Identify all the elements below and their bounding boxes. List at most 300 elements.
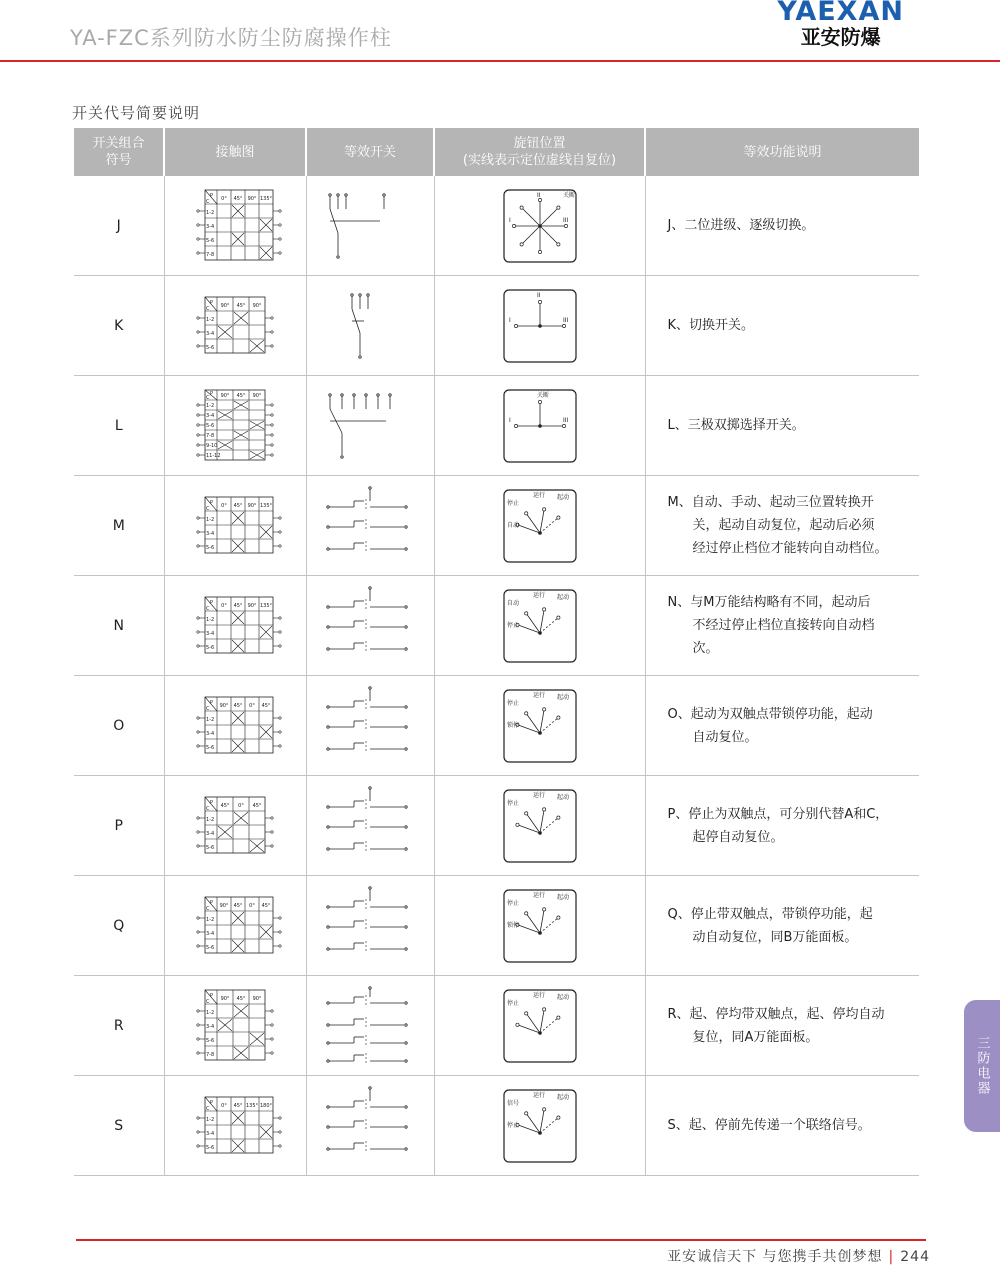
terminal-dot bbox=[197, 316, 199, 318]
knob-label: 停止 bbox=[506, 899, 519, 907]
row-label: 3-4 bbox=[206, 730, 215, 737]
row-label: 3-4 bbox=[206, 330, 215, 337]
knob-center bbox=[538, 324, 542, 328]
knob-position-cell bbox=[434, 576, 645, 676]
terminal-dot bbox=[279, 223, 281, 225]
knob-label: I bbox=[508, 416, 511, 424]
knob-position-dot bbox=[556, 206, 559, 209]
terminal-dot bbox=[197, 344, 199, 346]
contact-diagram bbox=[185, 188, 285, 264]
knob-label: 关断 bbox=[536, 391, 549, 399]
label-c: C bbox=[206, 805, 210, 812]
terminal-dot bbox=[197, 530, 199, 532]
terminal-dot bbox=[197, 433, 199, 435]
knob-position-cell bbox=[434, 176, 645, 276]
knob-position-cell bbox=[434, 776, 645, 876]
knob-position-dot bbox=[542, 907, 545, 910]
header-function: 等效功能说明 bbox=[645, 128, 919, 176]
function-description bbox=[645, 276, 919, 376]
switch-code: P bbox=[74, 776, 164, 876]
knob-position-dot bbox=[514, 424, 517, 427]
row-label: 1-2 bbox=[206, 716, 215, 723]
side-category-tab[interactable]: 三防电器 bbox=[964, 1000, 1000, 1132]
equivalent-switch-cell bbox=[306, 976, 434, 1076]
header-equivalent: 等效开关 bbox=[306, 128, 434, 176]
terminal-dot bbox=[197, 844, 199, 846]
footer bbox=[667, 1246, 930, 1266]
row-label: 7-8 bbox=[206, 432, 215, 439]
function-description bbox=[645, 976, 919, 1076]
table-row bbox=[74, 776, 919, 876]
knob-label: 自动 bbox=[506, 521, 519, 529]
terminal-dot bbox=[327, 805, 329, 807]
header-knob: 旋钮位置 (实线表示定位虚线自复位) bbox=[434, 128, 645, 176]
knob-position-cell bbox=[434, 676, 645, 776]
header-contact: 接触图 bbox=[164, 128, 306, 176]
angle-label: 45° bbox=[236, 995, 246, 1002]
terminal-dot bbox=[405, 825, 407, 827]
angle-label: 45° bbox=[261, 702, 271, 709]
row-label: 5-6 bbox=[206, 422, 215, 429]
row-label: 7-8 bbox=[206, 251, 215, 258]
row-label: 5-6 bbox=[206, 1144, 215, 1151]
row-label: 1-2 bbox=[206, 916, 215, 923]
terminal-dot bbox=[197, 1130, 199, 1132]
terminal-dot bbox=[327, 605, 329, 607]
angle-label: 135° bbox=[259, 195, 273, 202]
equivalent-switch-diagram bbox=[320, 581, 420, 671]
table-row bbox=[74, 676, 919, 776]
terminal-dot bbox=[369, 886, 371, 888]
knob-label: 运行 bbox=[532, 1091, 545, 1099]
knob-position-cell bbox=[434, 476, 645, 576]
label-p: P bbox=[210, 299, 214, 306]
angle-label: 45° bbox=[233, 602, 243, 609]
function-description bbox=[645, 476, 919, 576]
equivalent-switch-diagram bbox=[320, 681, 420, 771]
terminal-dot bbox=[327, 1147, 329, 1149]
terminal-dot bbox=[327, 947, 329, 949]
description-line: 不经过停止档位直接转向自动档 bbox=[692, 618, 875, 633]
row-label: 3-4 bbox=[206, 1130, 215, 1137]
knob-label: 起动 bbox=[556, 693, 569, 701]
equivalent-switch-cell bbox=[306, 1076, 434, 1176]
switch-code: M bbox=[74, 476, 164, 576]
description-line: 经过停止档位才能转向自动档位。 bbox=[692, 541, 888, 556]
knob-label: 停止 bbox=[506, 1121, 519, 1129]
contact-diagram bbox=[185, 495, 285, 557]
angle-label: 0° bbox=[249, 702, 255, 709]
terminal-dot bbox=[377, 393, 379, 395]
switch-code: R bbox=[74, 976, 164, 1076]
row-label: 1-2 bbox=[206, 816, 215, 823]
knob-position-dot bbox=[524, 911, 527, 914]
terminal-dot bbox=[271, 1023, 273, 1025]
knob-label: 起动 bbox=[556, 993, 569, 1001]
knob-center bbox=[538, 1031, 542, 1035]
section-title: 开关代号简要说明 bbox=[72, 104, 201, 122]
function-description bbox=[645, 676, 919, 776]
description-line: J、二位进级、逐级切换。 bbox=[667, 218, 815, 233]
row-label: 11-12 bbox=[206, 452, 221, 459]
table-row bbox=[74, 576, 919, 676]
knob-position-dot bbox=[515, 823, 518, 826]
angle-label: 45° bbox=[233, 195, 243, 202]
table-header-row bbox=[74, 128, 919, 176]
knob-position-diagram bbox=[503, 189, 577, 263]
label-p: P bbox=[210, 390, 214, 397]
label-p: P bbox=[210, 992, 214, 999]
switch-code: K bbox=[74, 276, 164, 376]
label-c: C bbox=[206, 705, 210, 712]
brand-logo bbox=[777, 0, 904, 50]
angle-label: 45° bbox=[261, 902, 271, 909]
row-label: 3-4 bbox=[206, 930, 215, 937]
equivalent-switch-cell bbox=[306, 876, 434, 976]
description-line: Q、停止带双触点，带锁停功能，起 bbox=[667, 906, 873, 922]
footer-slogan: 亚安诚信天下 与您携手共创梦想 bbox=[667, 1249, 883, 1265]
knob-label: III bbox=[562, 216, 568, 224]
terminal-dot bbox=[337, 255, 339, 257]
terminal-dot bbox=[369, 986, 371, 988]
row-label: 1-2 bbox=[206, 1009, 215, 1016]
description-line: 复位，同A万能面板。 bbox=[692, 1029, 819, 1045]
knob-position-dot bbox=[556, 815, 559, 818]
terminal-dot bbox=[279, 944, 281, 946]
knob-position-dot bbox=[520, 206, 523, 209]
description-line: P、停止为双触点，可分别代替A和C， bbox=[667, 806, 889, 822]
description-line: S、起、停前先传递一个联络信号。 bbox=[667, 1118, 871, 1133]
row-label: 5-6 bbox=[206, 944, 215, 951]
terminal-dot bbox=[197, 944, 199, 946]
footer-divider bbox=[76, 1239, 926, 1241]
angle-label: 45° bbox=[233, 702, 243, 709]
terminal-dot bbox=[197, 716, 199, 718]
switch-code-table bbox=[74, 128, 919, 1176]
terminal-dot bbox=[389, 393, 391, 395]
knob-position-cell bbox=[434, 876, 645, 976]
terminal-dot bbox=[279, 730, 281, 732]
contact-diagram bbox=[185, 988, 285, 1064]
equivalent-switch-diagram bbox=[320, 481, 420, 571]
row-label: 5-6 bbox=[206, 344, 215, 351]
label-c: C bbox=[206, 198, 210, 205]
row-label: 1-2 bbox=[206, 209, 215, 216]
contact-diagram bbox=[185, 695, 285, 757]
row-label: 3-4 bbox=[206, 1023, 215, 1030]
header-divider bbox=[0, 60, 1000, 62]
terminal-dot bbox=[271, 844, 273, 846]
row-label: 1-2 bbox=[206, 616, 215, 623]
label-c: C bbox=[206, 905, 210, 912]
terminal-dot bbox=[327, 725, 329, 727]
terminal-dot bbox=[341, 393, 343, 395]
terminal-dot bbox=[405, 847, 407, 849]
angle-label: 135° bbox=[245, 1102, 259, 1109]
terminal-dot bbox=[197, 744, 199, 746]
terminal-dot bbox=[197, 830, 199, 832]
function-description bbox=[645, 1076, 919, 1176]
label-p: P bbox=[210, 599, 214, 606]
knob-label: 运行 bbox=[532, 791, 545, 799]
row-label: 3-4 bbox=[206, 412, 215, 419]
terminal-dot bbox=[279, 630, 281, 632]
description-line: K、切换开关。 bbox=[667, 318, 755, 333]
terminal-dot bbox=[369, 1086, 371, 1088]
angle-label: 45° bbox=[233, 902, 243, 909]
angle-label: 45° bbox=[233, 1102, 243, 1109]
angle-label: 90° bbox=[220, 392, 230, 399]
terminal-dot bbox=[197, 251, 199, 253]
equivalent-switch-cell bbox=[306, 176, 434, 276]
terminal-dot bbox=[327, 647, 329, 649]
angle-label: 90° bbox=[220, 995, 230, 1002]
function-description bbox=[645, 376, 919, 476]
equivalent-switch-cell bbox=[306, 576, 434, 676]
terminal-dot bbox=[197, 1009, 199, 1011]
knob-label: 起动 bbox=[556, 593, 569, 601]
knob-label: 信号 bbox=[506, 1099, 519, 1107]
terminal-dot bbox=[271, 423, 273, 425]
knob-label: II bbox=[536, 191, 541, 199]
label-c: C bbox=[206, 505, 210, 512]
contact-diagram-cell bbox=[164, 976, 306, 1076]
switch-code: O bbox=[74, 676, 164, 776]
terminal-dot bbox=[197, 237, 199, 239]
terminal-dot bbox=[359, 293, 361, 295]
terminal-dot bbox=[271, 1051, 273, 1053]
terminal-dot bbox=[327, 1023, 329, 1025]
row-label: 5-6 bbox=[206, 1037, 215, 1044]
terminal-dot bbox=[359, 355, 361, 357]
terminal-dot bbox=[279, 744, 281, 746]
equivalent-switch-diagram bbox=[320, 381, 420, 471]
terminal-dot bbox=[197, 1144, 199, 1146]
knob-label: 关断 bbox=[562, 191, 575, 199]
label-p: P bbox=[210, 499, 214, 506]
angle-label: 0° bbox=[238, 802, 244, 809]
terminal-dot bbox=[279, 516, 281, 518]
knob-position-dot bbox=[556, 615, 559, 618]
terminal-dot bbox=[327, 525, 329, 527]
terminal-dot bbox=[197, 630, 199, 632]
terminal-dot bbox=[405, 1001, 407, 1003]
terminal-dot bbox=[197, 930, 199, 932]
label-c: C bbox=[206, 998, 210, 1005]
terminal-dot bbox=[197, 644, 199, 646]
terminal-dot bbox=[405, 1125, 407, 1127]
description-line: 起停自动复位。 bbox=[692, 829, 784, 845]
knob-label: III bbox=[562, 416, 568, 424]
knob-label: 起动 bbox=[556, 893, 569, 901]
terminal-dot bbox=[271, 344, 273, 346]
knob-position-dot bbox=[556, 1015, 559, 1018]
terminal-dot bbox=[327, 1041, 329, 1043]
knob-position-cell bbox=[434, 1076, 645, 1176]
row-label: 5-6 bbox=[206, 744, 215, 751]
description-line: R、起、停均带双触点，起、停均自动 bbox=[667, 1006, 885, 1022]
knob-position-dot bbox=[556, 1115, 559, 1118]
knob-label: III bbox=[562, 316, 568, 324]
terminal-dot bbox=[197, 816, 199, 818]
header-code: 开关组合 符号 bbox=[74, 128, 164, 176]
contact-diagram-cell bbox=[164, 276, 306, 376]
function-description bbox=[645, 876, 919, 976]
contact-diagram bbox=[185, 1095, 285, 1157]
knob-label: 运行 bbox=[532, 491, 545, 499]
knob-position-dot bbox=[562, 324, 565, 327]
knob-position-dot bbox=[542, 1007, 545, 1010]
terminal-dot bbox=[405, 725, 407, 727]
angle-label: 90° bbox=[219, 702, 229, 709]
knob-position-dot bbox=[562, 424, 565, 427]
angle-label: 45° bbox=[252, 802, 262, 809]
knob-label: 起动 bbox=[556, 793, 569, 801]
angle-label: 135° bbox=[259, 602, 273, 609]
terminal-dot bbox=[197, 1116, 199, 1118]
angle-label: 90° bbox=[252, 392, 262, 399]
terminal-dot bbox=[405, 1105, 407, 1107]
terminal-dot bbox=[279, 930, 281, 932]
label-p: P bbox=[210, 799, 214, 806]
row-label: 1-2 bbox=[206, 316, 215, 323]
terminal-dot bbox=[405, 525, 407, 527]
knob-label: 自动 bbox=[506, 599, 519, 607]
terminal-dot bbox=[197, 516, 199, 518]
equivalent-switch-cell bbox=[306, 776, 434, 876]
angle-label: 45° bbox=[233, 502, 243, 509]
angle-label: 0° bbox=[221, 1102, 227, 1109]
terminal-dot bbox=[405, 925, 407, 927]
angle-label: 0° bbox=[221, 502, 227, 509]
knob-position-dot bbox=[538, 250, 541, 253]
table-row bbox=[74, 276, 919, 376]
knob-label: 运行 bbox=[532, 891, 545, 899]
equivalent-switch-diagram bbox=[320, 781, 420, 871]
terminal-dot bbox=[405, 947, 407, 949]
knob-label: 停止 bbox=[506, 621, 519, 629]
knob-center bbox=[538, 424, 542, 428]
terminal-dot bbox=[271, 403, 273, 405]
contact-diagram-cell bbox=[164, 376, 306, 476]
knob-position-diagram bbox=[503, 989, 577, 1063]
label-c: C bbox=[206, 1105, 210, 1112]
terminal-dot bbox=[271, 443, 273, 445]
knob-position-diagram bbox=[503, 1089, 577, 1163]
terminal-dot bbox=[197, 330, 199, 332]
terminal-dot bbox=[279, 251, 281, 253]
terminal-dot bbox=[271, 1037, 273, 1039]
terminal-dot bbox=[369, 686, 371, 688]
knob-label: 停止 bbox=[506, 999, 519, 1007]
knob-position-cell bbox=[434, 976, 645, 1076]
contact-diagram bbox=[185, 795, 285, 857]
knob-position-diagram bbox=[503, 389, 577, 463]
angle-label: 0° bbox=[249, 902, 255, 909]
description-line: O、起动为双触点带锁停功能，起动 bbox=[667, 706, 873, 722]
knob-center bbox=[538, 531, 542, 535]
terminal-dot bbox=[405, 705, 407, 707]
angle-label: 90° bbox=[252, 302, 262, 309]
knob-label: 运行 bbox=[532, 591, 545, 599]
terminal-dot bbox=[197, 1051, 199, 1053]
terminal-dot bbox=[271, 830, 273, 832]
function-description bbox=[645, 176, 919, 276]
switch-code: N bbox=[74, 576, 164, 676]
contact-diagram-cell bbox=[164, 876, 306, 976]
knob-center bbox=[538, 631, 542, 635]
knob-position-dot bbox=[524, 811, 527, 814]
angle-label: 180° bbox=[259, 1102, 273, 1109]
knob-position-diagram bbox=[503, 489, 577, 563]
page-number: 244 bbox=[900, 1249, 930, 1265]
knob-position-diagram bbox=[503, 889, 577, 963]
angle-label: 0° bbox=[221, 195, 227, 202]
knob-position-diagram bbox=[503, 789, 577, 863]
brand-name-en: YAEXAN bbox=[777, 0, 904, 27]
label-c: C bbox=[206, 394, 210, 401]
knob-label: I bbox=[508, 316, 511, 324]
terminal-dot bbox=[345, 193, 347, 195]
terminal-dot bbox=[327, 825, 329, 827]
contact-diagram-cell bbox=[164, 676, 306, 776]
terminal-dot bbox=[197, 423, 199, 425]
terminal-dot bbox=[197, 616, 199, 618]
angle-label: 90° bbox=[247, 602, 257, 609]
terminal-dot bbox=[327, 905, 329, 907]
description-line: M、自动、手动、起动三位置转换开 bbox=[667, 495, 874, 510]
function-description bbox=[645, 576, 919, 676]
terminal-dot bbox=[279, 1144, 281, 1146]
terminal-dot bbox=[329, 193, 331, 195]
row-label: 5-6 bbox=[206, 544, 215, 551]
brand-name-cn: 亚安防爆 bbox=[800, 25, 881, 49]
equivalent-switch-diagram bbox=[320, 181, 420, 271]
contact-diagram bbox=[185, 388, 285, 464]
table-row bbox=[74, 1076, 919, 1176]
terminal-dot bbox=[405, 647, 407, 649]
equivalent-switch-cell bbox=[306, 676, 434, 776]
terminal-dot bbox=[271, 413, 273, 415]
contact-diagram-cell bbox=[164, 776, 306, 876]
terminal-dot bbox=[271, 330, 273, 332]
label-p: P bbox=[210, 899, 214, 906]
terminal-dot bbox=[405, 805, 407, 807]
terminal-dot bbox=[271, 453, 273, 455]
knob-position-dot bbox=[556, 515, 559, 518]
knob-position-dot bbox=[542, 807, 545, 810]
terminal-dot bbox=[197, 1023, 199, 1025]
terminal-dot bbox=[197, 223, 199, 225]
angle-label: 90° bbox=[247, 502, 257, 509]
knob-label: 停止 bbox=[506, 499, 519, 507]
terminal-dot bbox=[327, 705, 329, 707]
knob-center bbox=[538, 224, 542, 228]
knob-position-dot bbox=[556, 915, 559, 918]
terminal-dot bbox=[327, 1105, 329, 1107]
knob-position-dot bbox=[515, 1023, 518, 1026]
terminal-dot bbox=[279, 916, 281, 918]
terminal-dot bbox=[271, 816, 273, 818]
knob-label: 停止 bbox=[506, 699, 519, 707]
angle-label: 45° bbox=[236, 392, 246, 399]
row-label: 1-2 bbox=[206, 516, 215, 523]
switch-code: S bbox=[74, 1076, 164, 1176]
row-label: 3-4 bbox=[206, 630, 215, 637]
terminal-dot bbox=[197, 413, 199, 415]
terminal-dot bbox=[383, 193, 385, 195]
equivalent-switch-cell bbox=[306, 476, 434, 576]
